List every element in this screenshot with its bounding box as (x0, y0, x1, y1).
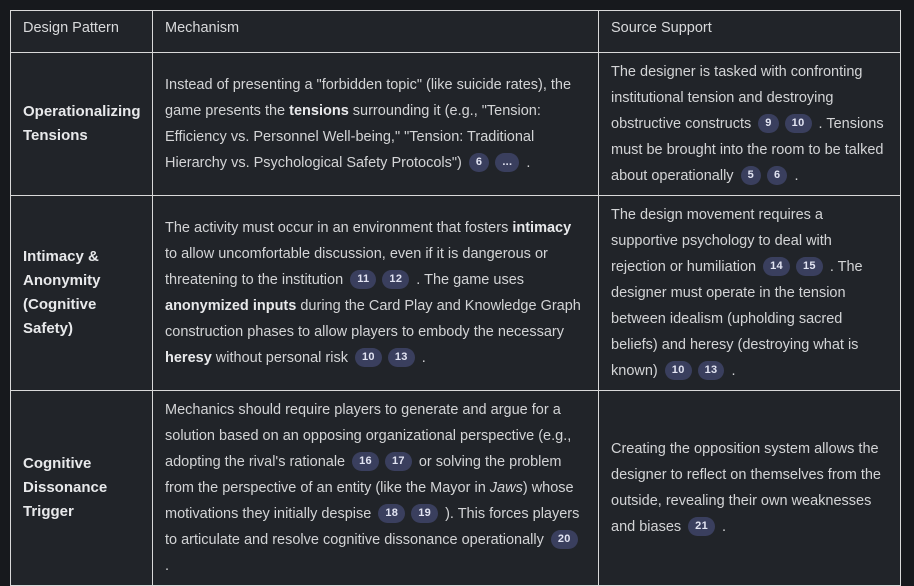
text-segment: The design movement requires a supportive psychology to deal with rejection or humiliation (611, 207, 832, 275)
citation-badge[interactable]: 20 (551, 530, 578, 549)
text-segment: . Tensions must be brought into the room to be talked about operationally (611, 116, 884, 184)
design-pattern-cell: Cognitive Dissonance Trigger (11, 391, 153, 586)
table-row (11, 391, 901, 586)
bold-text-segment: heresy (165, 350, 212, 366)
citation-badge[interactable]: 18 (378, 504, 405, 523)
citation-badge[interactable]: 19 (411, 504, 438, 523)
citation-badge[interactable]: 21 (688, 517, 715, 536)
design-pattern-cell: Intimacy & Anonymity (Cognitive Safety) (11, 196, 153, 391)
citation-badge[interactable]: 15 (796, 257, 823, 276)
text-segment: Mechanics should require players to generate and argue for a solution based on an opposing organizational perspective (e.g., adopting the rival's rationale (165, 402, 572, 470)
design-patterns-table (10, 10, 901, 586)
text-segment: The designer is tasked with confronting institutional tension and destroying obstructive constructs (611, 64, 863, 132)
table-body (11, 53, 901, 586)
italic-text-segment: Jaws (489, 480, 523, 496)
text-segment: Creating the opposition system allows the designer to reflect on themselves from the outside, revealing their own weaknesses and biases (611, 441, 881, 535)
source-support-cell (599, 196, 901, 391)
citation-badge[interactable]: 13 (698, 361, 725, 380)
citation-badge[interactable]: 10 (665, 361, 692, 380)
table-row (11, 53, 901, 196)
bold-text-segment: intimacy (512, 220, 572, 236)
header-source-support: Source Support (599, 11, 901, 53)
table-row (11, 196, 901, 391)
citation-badge[interactable]: 16 (352, 452, 379, 471)
citation-badge[interactable]: 9 (758, 114, 778, 133)
text-segment: to allow uncomfortable discussion, even if it is dangerous or threatening to the institution (165, 246, 548, 288)
text-segment: without personal risk (211, 350, 352, 366)
mechanism-cell (153, 391, 599, 586)
source-support-cell (599, 53, 901, 196)
source-support-cell (599, 391, 901, 586)
header-row (11, 11, 901, 53)
text-segment: . (718, 519, 727, 535)
mechanism-cell (153, 196, 599, 391)
text-segment: . (522, 155, 531, 171)
citation-badge[interactable]: 6 (469, 153, 489, 172)
text-segment: surrounding it (e.g., "Tension: Efficiency vs. Personnel Well-being," "Tension: Traditional Hierarchy vs. Psychological Safety Protocols") (165, 103, 541, 171)
text-segment: . (790, 168, 799, 184)
text-segment: . (727, 363, 736, 379)
text-segment: . (417, 350, 426, 366)
text-segment: or solving the problem from the perspective of an entity (like the Mayor in (165, 454, 562, 496)
bold-text-segment: anonymized inputs (165, 298, 297, 314)
citation-badge[interactable]: 10 (355, 348, 382, 367)
text-segment: ) whose motivations they initially despise (165, 480, 574, 522)
text-segment: during the Card Play and Knowledge Graph construction phases to allow players to embody the necessary (165, 298, 581, 340)
citation-badge[interactable]: 6 (767, 166, 787, 185)
citation-badge[interactable]: 13 (388, 348, 415, 367)
citation-badge[interactable]: 11 (350, 270, 376, 289)
text-segment: . The designer must operate in the tension between idealism (upholding sacred beliefs) and heresy (destroying what is known) (611, 259, 863, 379)
citation-badge[interactable]: 5 (741, 166, 761, 185)
citation-badge[interactable]: 17 (385, 452, 412, 471)
citation-badge[interactable]: ... (495, 153, 519, 172)
text-segment: . The game uses (412, 272, 525, 288)
text-segment: ). This forces players to articulate and resolve cognitive dissonance operationally (165, 506, 580, 548)
text-segment: The activity must occur in an environment that fosters (165, 220, 513, 236)
citation-badge[interactable]: 12 (382, 270, 409, 289)
text-segment: Instead of presenting a "forbidden topic" (like suicide rates), the game presents the (165, 77, 572, 119)
text-segment: . (165, 558, 170, 574)
design-pattern-cell: Operationalizing Tensions (11, 53, 153, 196)
bold-text-segment: tensions (289, 103, 349, 119)
header-design-pattern: Design Pattern (11, 11, 153, 53)
citation-badge[interactable]: 14 (763, 257, 790, 276)
mechanism-cell (153, 53, 599, 196)
header-mechanism: Mechanism (153, 11, 599, 53)
citation-badge[interactable]: 10 (785, 114, 812, 133)
